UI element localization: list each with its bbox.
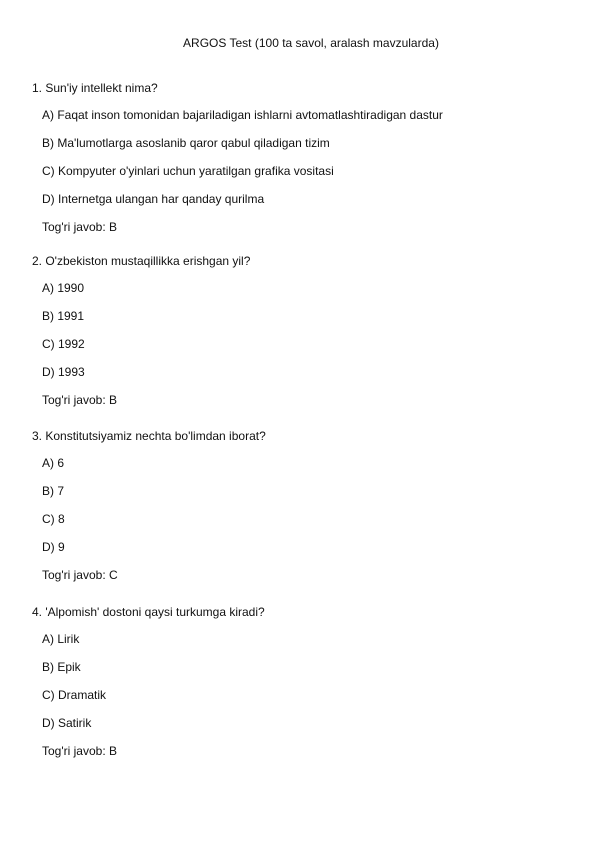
option-d: D) Satirik [42,716,92,730]
correct-answer: Tog'ri javob: B [42,220,117,234]
question-text: 3. Konstitutsiyamiz nechta bo'limdan iborat? [32,429,266,443]
correct-answer: Tog'ri javob: B [42,393,117,407]
option-d: D) 1993 [42,365,85,379]
correct-answer: Tog'ri javob: B [42,744,117,758]
question-text: 1. Sun'iy intellekt nima? [32,81,158,95]
option-b: B) Ma'lumotlarga asoslanib qaror qabul qiladigan tizim [42,136,330,150]
document-title: ARGOS Test (100 ta savol, aralash mavzularda) [183,36,439,50]
option-d: D) 9 [42,540,65,554]
question-text: 2. O'zbekiston mustaqillikka erishgan yil? [32,254,251,268]
correct-answer: Tog'ri javob: C [42,568,118,582]
option-a: A) 6 [42,456,65,470]
option-c: C) 8 [42,512,65,526]
option-b: B) Epik [42,660,81,674]
option-b: B) 1991 [42,309,85,323]
option-d: D) Internetga ulangan har qanday qurilma [42,192,265,206]
question-text: 4. 'Alpomish' dostoni qaysi turkumga kiradi? [32,605,265,619]
option-a: A) Lirik [42,632,80,646]
option-c: C) Dramatik [42,688,107,702]
option-c: C) Kompyuter o'yinlari uchun yaratilgan grafika vositasi [42,164,334,178]
option-a: A) Faqat inson tomonidan bajariladigan ishlarni avtomatlashtiradigan dastur [42,108,443,122]
option-b: B) 7 [42,484,65,498]
option-a: A) 1990 [42,281,85,295]
option-c: C) 1992 [42,337,85,351]
